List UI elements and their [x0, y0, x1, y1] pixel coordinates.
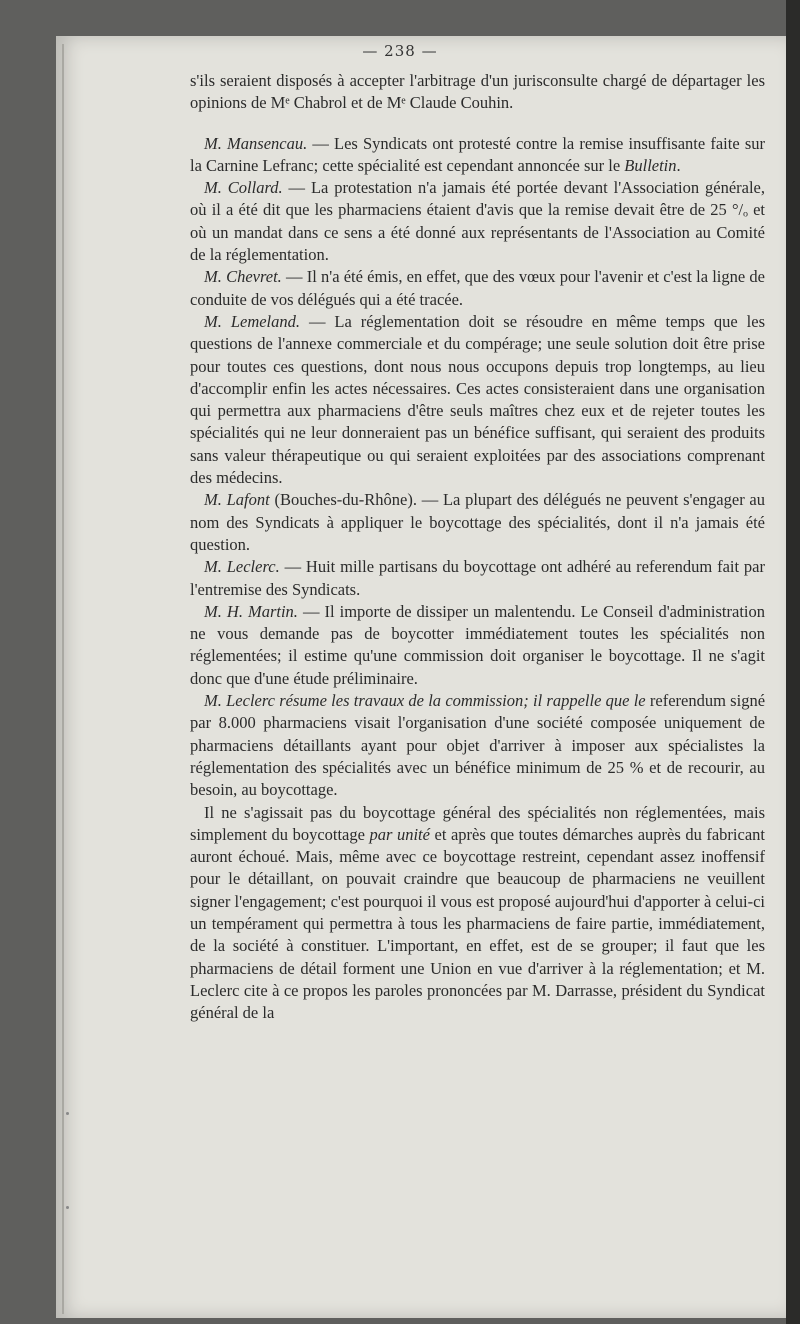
body-text: [190, 70, 765, 1024]
speaker-name: M. Mansencau.: [204, 133, 308, 153]
speaker-name: M. Chevret.: [204, 267, 282, 287]
speaker-name: M. H. Martin.: [204, 601, 298, 621]
paragraph-0: s'ils seraient disposés à accepter l'arbitrage d'un jurisconsulte chargé de départager les opinions de Mᵉ Chabrol et de Mᵉ Claude Couhin.: [190, 71, 765, 113]
page-number: — 238 —: [362, 42, 438, 60]
scan-speck: [66, 1112, 69, 1115]
speaker-name: M. Leclerc: [204, 691, 275, 711]
scan-speck: [66, 1206, 69, 1209]
paragraph-5: M. Lafont (Bouches-du-Rhône). — La plupart des délégués ne peuvent s'engager au nom des Syndicats à appliquer le boycottage des spécialités, dont il n'a jamais été question.: [190, 490, 766, 554]
speaker-name: M. Leclerc.: [204, 557, 280, 577]
paragraph-7: M. H. Martin. — Il importe de dissiper un malentendu. Le Conseil d'administration ne vous demande pas de boycotter immédiatement toutes les spécialités non réglementées; il estime qu'une commission doit organiser le boycottage. Il ne s'agit donc que d'une étude préliminaire.: [190, 601, 765, 688]
scan-dark-edge: [786, 0, 800, 1324]
paragraph-1: M. Mansencau. — Les Syndicats ont protesté contre la remise insuffisante faite sur la Carnine Lefranc; cette spécialité est cependant annoncée sur le Bulletin.: [190, 133, 765, 175]
speaker-name: M. Lemeland.: [204, 311, 301, 331]
paragraph-2: M. Collard. — La protestation n'a jamais été portée devant l'Association générale, où il a été dit que les pharmaciens étaient d'avis que la remise devait être de 25 °/ₒ et où un mandat dans ce sens a été donné aux représentants de l'Association au Comité de la réglementation.: [190, 178, 765, 265]
speaker-name: M. Collard.: [204, 178, 283, 198]
paragraph-4: M. Lemeland. — La réglementation doit se résoudre en même temps que les questions de l'annexe commerciale et du compérage; une seule solution doit être prise pour toutes ces questions, dont nous nous occupons depuis trop longtemps, au lieu d'accomplir enfin les actes nécessaires. Ces actes consisteraient dans une organisation qui permettra aux pharmaciens d'être seuls maîtres chez eux et de rejeter toutes les spécialités qui ne leur donneraient pas un bénéfice suffisant, qui seraient des produits sans valeur thérapeutique ou qui seraient exploitées par des associations comprenant des médecins.: [190, 311, 765, 488]
paragraph-9: Il ne s'agissait pas du boycottage général des spécialités non réglementées, mais simplement du boycottage par unité et après que toutes démarches auprès du fabricant auront échoué. Mais, même avec ce boycottage restreint, cependant assez inoffensif pour le détaillant, on pouvait craindre que beaucoup de pharmaciens ne veuillent signer l'engagement; c'est pourquoi il vous est proposé aujourd'hui d'apporter à celui-ci un tempérament qui permettra à tous les pharmaciens de faire partie, immédiatement, de la société à constituer. L'important, en effet, est de se grouper; il faut que les pharmaciens de détail forment une Union en vue d'arriver à la réglementation; et M. Leclerc cite à ce propos les paroles prononcées par M. Darrasse, président du Syndicat général de la: [190, 802, 765, 1023]
page-binding-edge: [62, 44, 64, 1314]
paragraph-8: M. Leclerc résume les travaux de la commission; il rappelle que le referendum signé par 8.000 pharmaciens visait l'organisation d'une société composée uniquement de pharmaciens détaillants ayant pour objet d'arriver à imposer aux spécialistes la réglementation des spécialités avec un bénéfice minimum de 25 % et de recourir, au besoin, au boycottage.: [190, 691, 766, 800]
speaker-name: M. Lafont: [204, 490, 270, 510]
paragraph-6: M. Leclerc. — Huit mille partisans du boycottage ont adhéré au referendum fait par l'entremise des Syndicats.: [190, 557, 765, 599]
paragraph-3: M. Chevret. — Il n'a été émis, en effet, que des vœux pour l'avenir et c'est la ligne de conduite de vos délégués qui a été tracée.: [190, 267, 765, 309]
